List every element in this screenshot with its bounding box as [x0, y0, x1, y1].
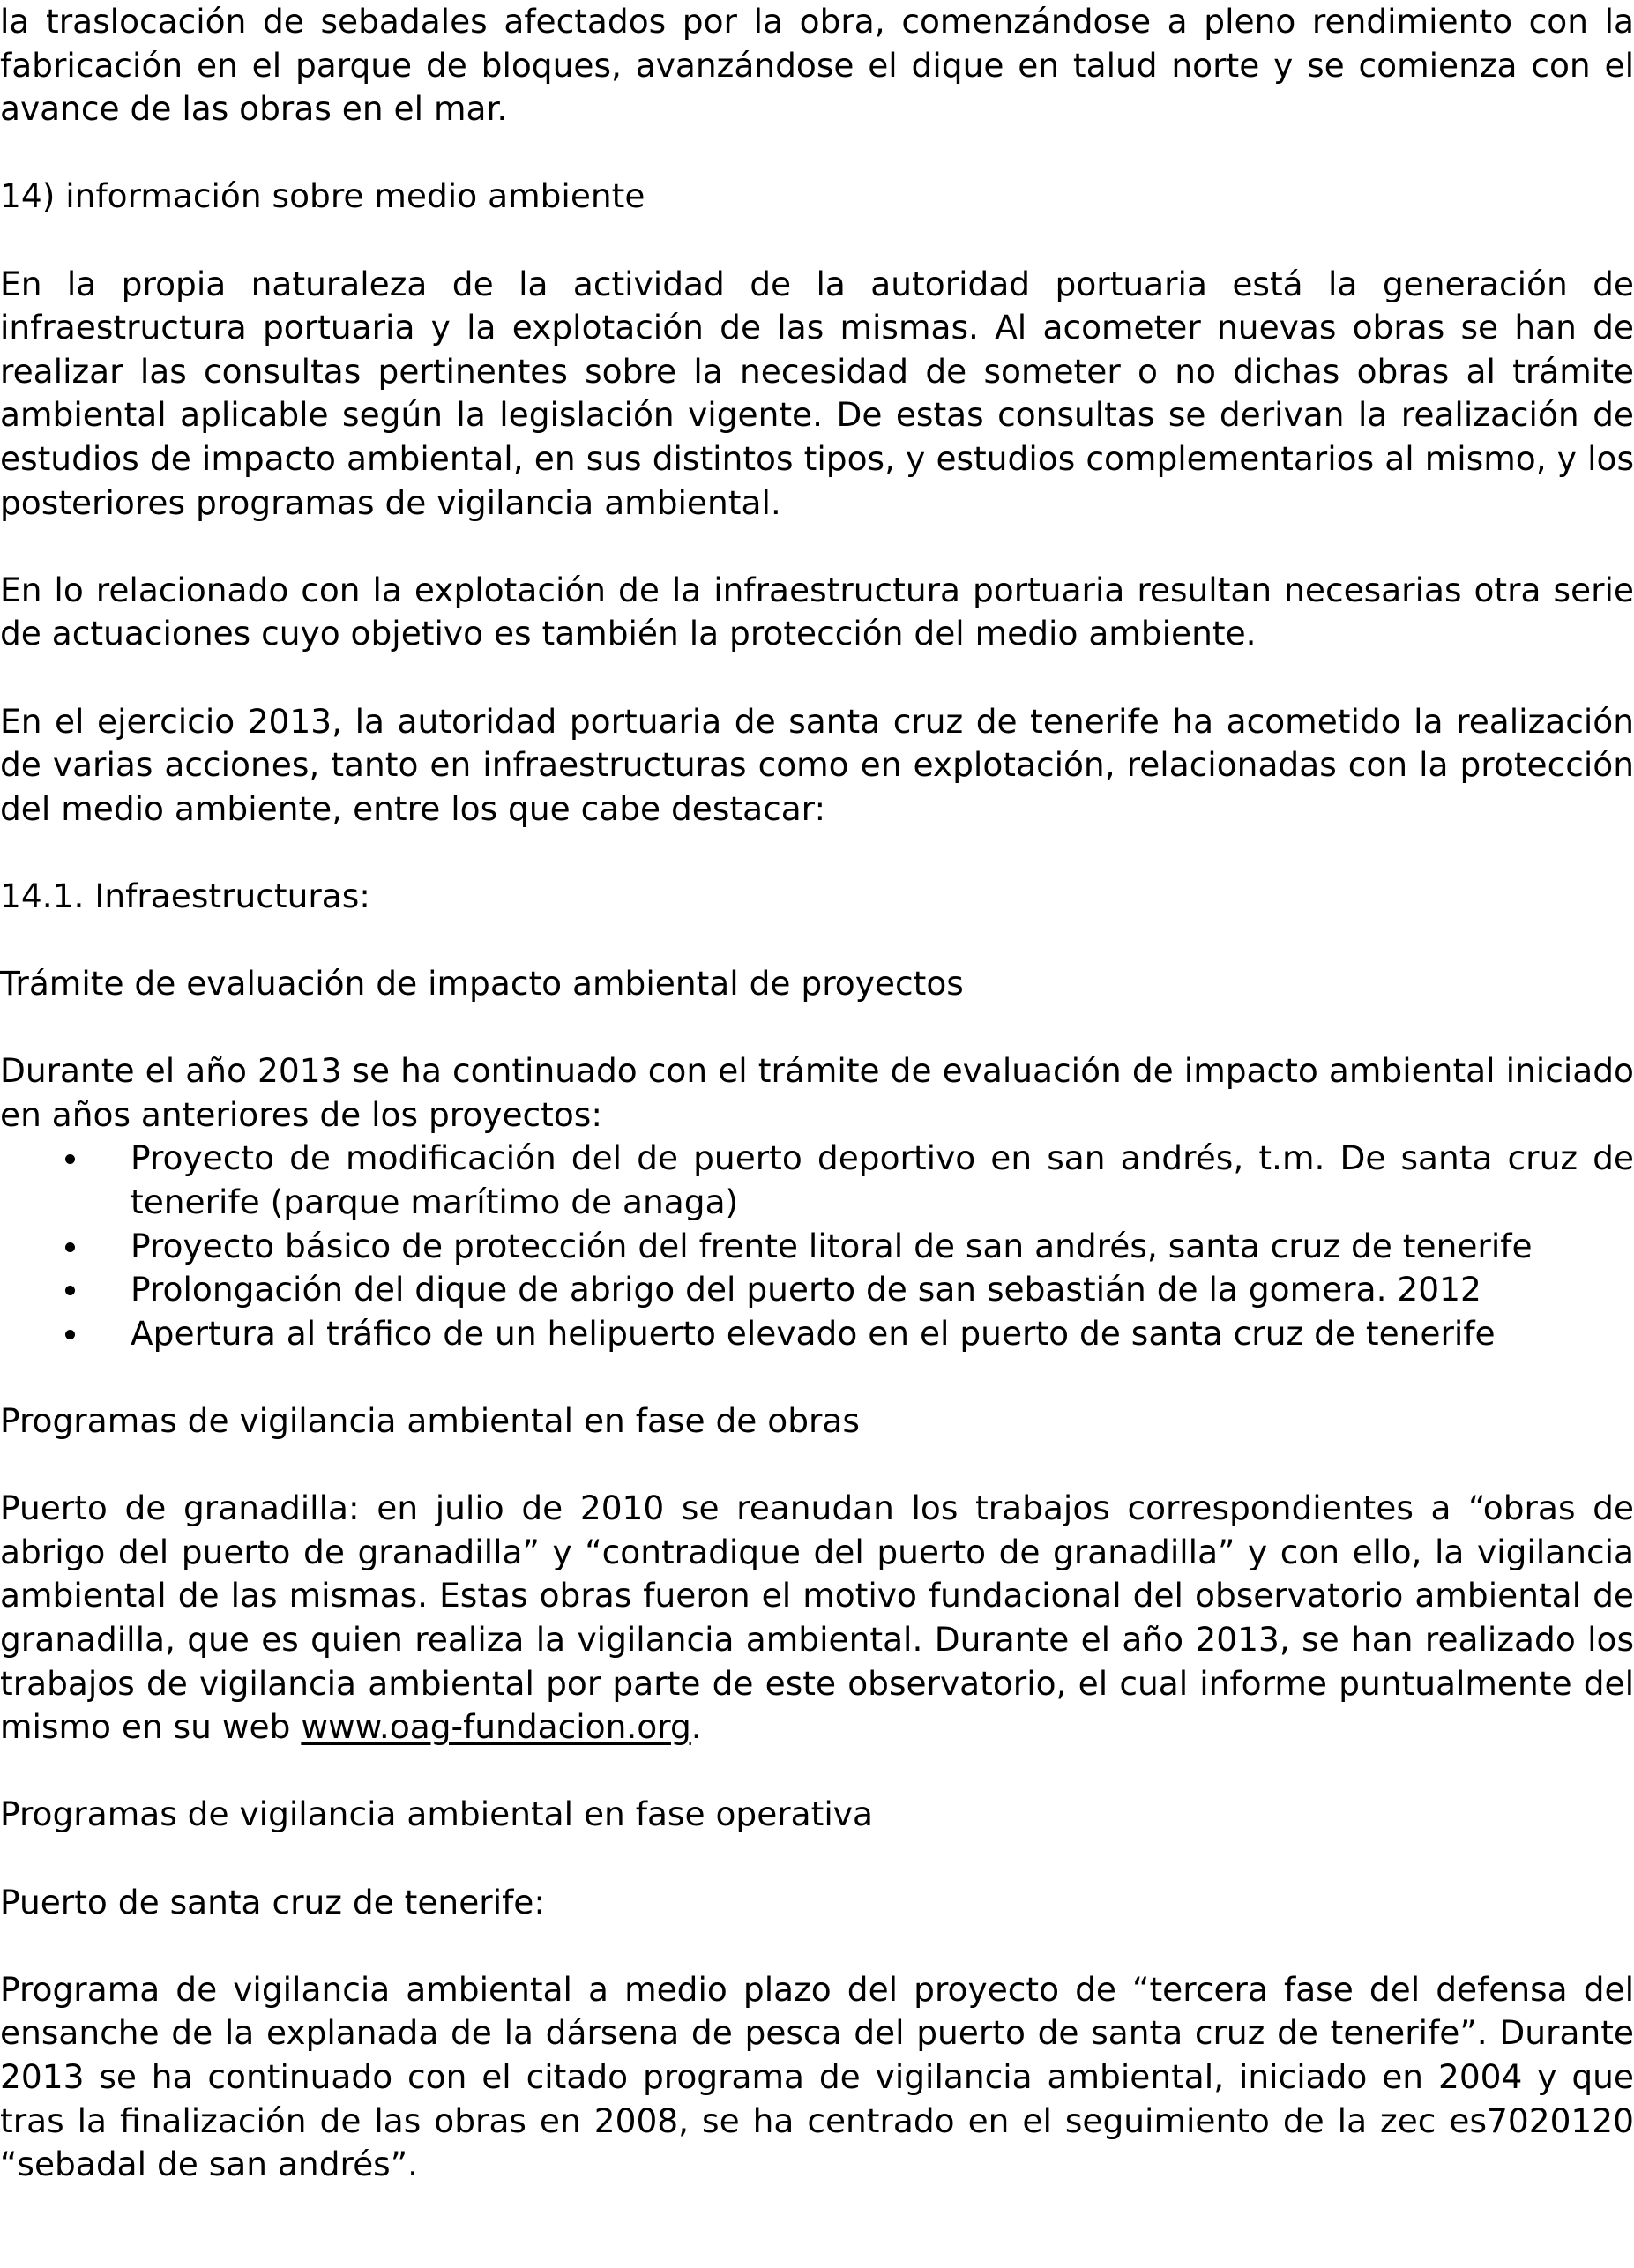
- environment-paragraph-3: En el ejercicio 2013, la autoridad portuaria de santa cruz de tenerife ha acometido la realización de varias acciones, tanto en infraestructuras como en explotación, relacionadas con la protección del medio ambiente, entre los que cabe destacar:: [0, 701, 1634, 828]
- eia-project-list: [0, 1137, 1634, 1355]
- bullet-icon: [65, 1286, 75, 1295]
- bullet-icon: [65, 1154, 75, 1164]
- list-item: [0, 1137, 1634, 1224]
- list-item-text: Prolongación del dique de abrigo del puerto de san sebastián de la gomera. 2012: [131, 1270, 1481, 1309]
- list-item: [0, 1225, 1634, 1269]
- granadilla-paragraph: [0, 1487, 1634, 1749]
- granadilla-period: .: [690, 1707, 702, 1747]
- list-item-text: Apertura al tráfico de un helipuerto elevado en el puerto de santa cruz de tenerife: [131, 1313, 1496, 1353]
- section-heading: 14) información sobre medio ambiente: [0, 176, 645, 216]
- subsection-heading-infraestructuras: 14.1. Infraestructuras:: [0, 876, 370, 915]
- list-item: [0, 1268, 1634, 1312]
- bullet-icon: [65, 1330, 75, 1339]
- list-item-text: Proyecto de modificación del de puerto deportivo en san andrés, t.m. De santa cruz de tenerife (parque marítimo de anaga): [131, 1138, 1634, 1222]
- list-item-text: Proyecto básico de protección del frente litoral de san andrés, santa cruz de tenerife: [131, 1226, 1533, 1265]
- oag-website-link[interactable]: www.oag-fundacion.org: [301, 1707, 691, 1747]
- list-item: [0, 1312, 1634, 1356]
- environment-paragraph-1: En la propia naturaleza de la actividad de la autoridad portuaria está la generación de infraestructura portuaria y la explotación de las mismas. Al acometer nuevas obras se han de realizar las consultas pertinentes sobre la necesidad de someter o no dichas obras al trámite ambiental aplicable según la legislación vigente. De estas consultas se derivan la realización de estudios de impacto ambiental, en sus distintos tipos, y estudios complementarios al mismo, y los posteriores programas de vigilancia ambiental.: [0, 264, 1634, 522]
- granadilla-text: Puerto de granadilla: en julio de 2010 se reanudan los trabajos correspondientes a “obras de abrigo del puerto de granadilla” y “contradique del puerto de granadilla” y con ello, la vigilancia ambiental de las mismas. Estas obras fueron el motivo fundacional del observatorio ambiental de granadilla, que es quien realiza la vigilancia ambiental. Durante el año 2013, se han realizado los trabajos de vigilancia ambiental por parte de este observatorio, el cual informe puntualmente del mismo en su web: [0, 1488, 1634, 1747]
- environment-paragraph-2: En lo relacionado con la explotación de la infraestructura portuaria resultan necesarias otra serie de actuaciones cuyo objetivo es también la protección del medio ambiente.: [0, 570, 1634, 653]
- works-phase-heading: Programas de vigilancia ambiental en fase de obras: [0, 1401, 860, 1440]
- intro-paragraph: la traslocación de sebadales afectados por la obra, comenzándose a pleno rendimiento con la fabricación en el parque de bloques, avanzándose el dique en talud norte y se comienza con el avance de las obras en el mar.: [0, 2, 1634, 129]
- bullet-icon: [65, 1242, 75, 1252]
- eia-intro-paragraph: Durante el año 2013 se ha continuado con el trámite de evaluación de impacto ambiental iniciado en años anteriores de los proyectos:: [0, 1051, 1634, 1134]
- eia-heading: Trámite de evaluación de impacto ambiental de proyectos: [0, 964, 964, 1003]
- santa-cruz-heading: Puerto de santa cruz de tenerife:: [0, 1882, 546, 1921]
- operative-phase-heading: Programas de vigilancia ambiental en fase operativa: [0, 1794, 873, 1834]
- final-paragraph: Programa de vigilancia ambiental a medio plazo del proyecto de “tercera fase del defensa del ensanche de la explanada de la dársena de pesca del puerto de santa cruz de tenerife”. Durante 2013 se ha continuado con el citado programa de vigilancia ambiental, iniciado en 2004 y que tras la finalización de las obras en 2008, se ha centrado en el seguimiento de la zec es7020120 “sebadal de san andrés”.: [0, 1969, 1634, 2184]
